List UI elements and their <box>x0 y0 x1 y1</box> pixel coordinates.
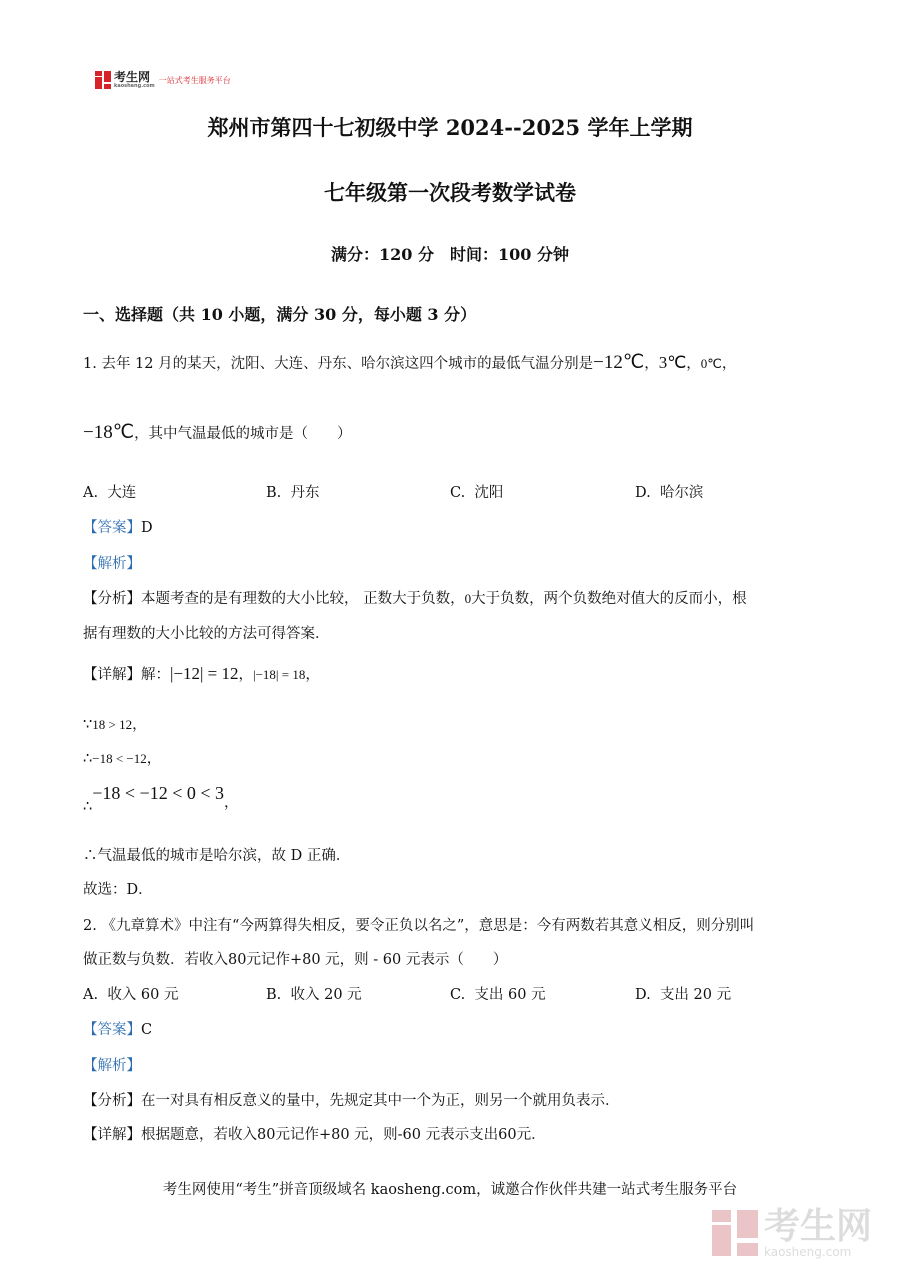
q1-sep2: ， <box>686 356 701 372</box>
answer-value: D <box>141 520 153 536</box>
watermark-domain: kaosheng.com <box>763 1245 852 1259</box>
option-text: 收入 20 元 <box>290 987 362 1003</box>
detail-text-d: 60 <box>498 1127 517 1143</box>
answer-tag: 【答案】 <box>83 1022 141 1038</box>
therefore1-end: ， <box>146 751 162 767</box>
q2-number: 2. <box>83 918 97 934</box>
option-text: 支出 20 元 <box>659 987 732 1003</box>
q1-stem-a: 去年 12 月的某天，沈阳、大连、丹东、哈尔滨这四个城市的最低气温分别是 <box>101 356 594 372</box>
detail-eq1: |−12| = 12 <box>170 664 239 683</box>
detail-eq2: |−18| = 18 <box>252 667 306 682</box>
option-letter: C. <box>450 485 466 501</box>
q1-fenxi-line1 <box>83 587 747 608</box>
because-symbol: ∵ <box>83 717 93 733</box>
q2-answer <box>83 1018 152 1039</box>
q1-option-a <box>83 481 136 502</box>
q1-option-d <box>635 481 703 502</box>
fenxi-text: 在一对具有相反意义的量中，先规定其中一个为正，则另一个就用负表示． <box>141 1093 620 1109</box>
q2-option-d <box>635 983 731 1004</box>
q1-therefore-line1 <box>83 747 161 768</box>
watermark <box>712 1208 872 1258</box>
option-letter: B. <box>266 987 282 1003</box>
brand-domain: kaosheng.com <box>114 82 155 89</box>
q1-conclusion: ∴气温最低的城市是哈尔滨，故 D 正确． <box>83 848 351 864</box>
section-heading: 一、选择题（共 10 小题，满分 30 分，每小题 3 分） <box>83 305 477 324</box>
brand-slogan: 一站式考生服务平台 <box>158 75 231 85</box>
q1-analysis-tag: 【解析】 <box>83 556 141 572</box>
q1-sep1: ， <box>644 356 659 372</box>
brand-logo <box>95 71 231 89</box>
q2-stem-a: 《九章算术》中注有“今两算得失相反，要令正负以名之”，意思是：今有两数若其意义相反，则分别叫 <box>101 918 755 934</box>
option-text: 哈尔滨 <box>659 485 704 501</box>
q2-option-a <box>83 983 178 1004</box>
because-expr: 18 > 12 <box>92 717 133 732</box>
answer-value: C <box>141 1022 153 1038</box>
q2-option-c <box>450 983 546 1004</box>
detail-text-e: 元． <box>516 1127 546 1143</box>
q1-temp3: 0℃ <box>700 356 722 371</box>
exam-subtitle: 七年级第一次段考数学试卷 <box>324 180 576 205</box>
detail-end: ， <box>305 667 320 683</box>
fenxi-zero: 0 <box>464 591 472 606</box>
fenxi-tag: 【分析】 <box>83 1093 141 1109</box>
q2-stem-b1: 做正数与负数．若收入 <box>83 952 228 968</box>
q2-stem-b2: 80 <box>228 952 247 968</box>
q1-therefore-line2 <box>83 783 239 815</box>
q1-choose: 故选：D． <box>83 882 153 898</box>
option-text: 丹东 <box>290 485 320 501</box>
q2-stem-line2 <box>83 948 507 969</box>
because-end: ， <box>132 717 147 733</box>
q1-answer <box>83 516 153 537</box>
q1-temp2: 3℃ <box>658 353 687 372</box>
answer-tag: 【答案】 <box>83 520 141 536</box>
watermark-logo-icon <box>712 1210 758 1256</box>
therefore-symbol: ∴ <box>83 799 93 815</box>
watermark-name: 考生网 <box>763 1206 872 1247</box>
q1-because-line <box>83 713 147 734</box>
q1-stem-line2 <box>83 421 352 444</box>
q1-option-b <box>266 481 319 502</box>
fenxi-text-a: 本题考查的是有理数的大小比较， 正数大于负数， <box>141 591 465 607</box>
q2-detail-line <box>83 1123 546 1144</box>
q2-fenxi-line <box>83 1089 620 1110</box>
q1-stem-line1 <box>83 351 736 374</box>
brand-name: 考生网 <box>114 69 151 84</box>
q2-option-b <box>266 983 362 1004</box>
q2-analysis-tag: 【解析】 <box>83 1058 141 1074</box>
option-letter: A. <box>83 485 99 501</box>
exam-meta: 满分：120 分 时间：100 分钟 <box>331 245 569 264</box>
therefore2-expr: −18 < −12 < 0 < 3 <box>92 783 224 803</box>
option-text: 收入 60 元 <box>107 987 179 1003</box>
q1-stem-b: ，其中气温最低的城市是（ ） <box>134 426 352 442</box>
page-footer: 考生网使用“考生”拼音顶级域名 kaosheng.com，诚邀合作伙伴共建一站式考生服务平台 <box>162 1182 738 1198</box>
option-letter: D. <box>635 987 651 1003</box>
detail-text: 解： <box>141 667 170 683</box>
detail-text-b: 80 <box>257 1127 276 1143</box>
q2-stem-line1 <box>83 914 754 935</box>
therefore1-expr: −18 < −12 <box>92 751 147 766</box>
option-text: 沈阳 <box>474 485 504 501</box>
q1-number: 1. <box>83 356 97 372</box>
q1-fenxi-line2: 据有理数的大小比较的方法可得答案． <box>83 626 330 642</box>
therefore-symbol: ∴ <box>83 751 93 767</box>
detail-sep: ， <box>238 667 253 683</box>
q2-stem-b3: 元记作+80 元，则 - 60 元表示（ ） <box>246 952 508 968</box>
detail-text-a: 根据题意，若收入 <box>141 1127 257 1143</box>
kaosheng-logo-icon <box>95 71 111 89</box>
option-text: 大连 <box>107 485 137 501</box>
option-letter: C. <box>450 987 466 1003</box>
fenxi-tag: 【分析】 <box>83 591 141 607</box>
exam-title: 郑州市第四十七初级中学 2024--2025 学年上学期 <box>207 115 693 140</box>
detail-tag: 【详解】 <box>83 667 141 683</box>
option-letter: B. <box>266 485 282 501</box>
detail-text-c: 元记作+80 元，则-60 元表示支出 <box>275 1127 499 1143</box>
therefore2-end: ， <box>224 795 239 811</box>
q1-detail-line <box>83 663 320 684</box>
q1-sep3: ， <box>721 356 737 372</box>
q1-option-c <box>450 481 503 502</box>
option-letter: A. <box>83 987 99 1003</box>
q1-temp4: −18℃ <box>83 422 135 443</box>
fenxi-text-b: 大于负数，两个负数绝对值大的反而小，根 <box>471 591 747 607</box>
option-letter: D. <box>635 485 651 501</box>
q1-temp1: −12℃ <box>593 352 645 373</box>
detail-tag: 【详解】 <box>83 1127 141 1143</box>
option-text: 支出 60 元 <box>474 987 546 1003</box>
